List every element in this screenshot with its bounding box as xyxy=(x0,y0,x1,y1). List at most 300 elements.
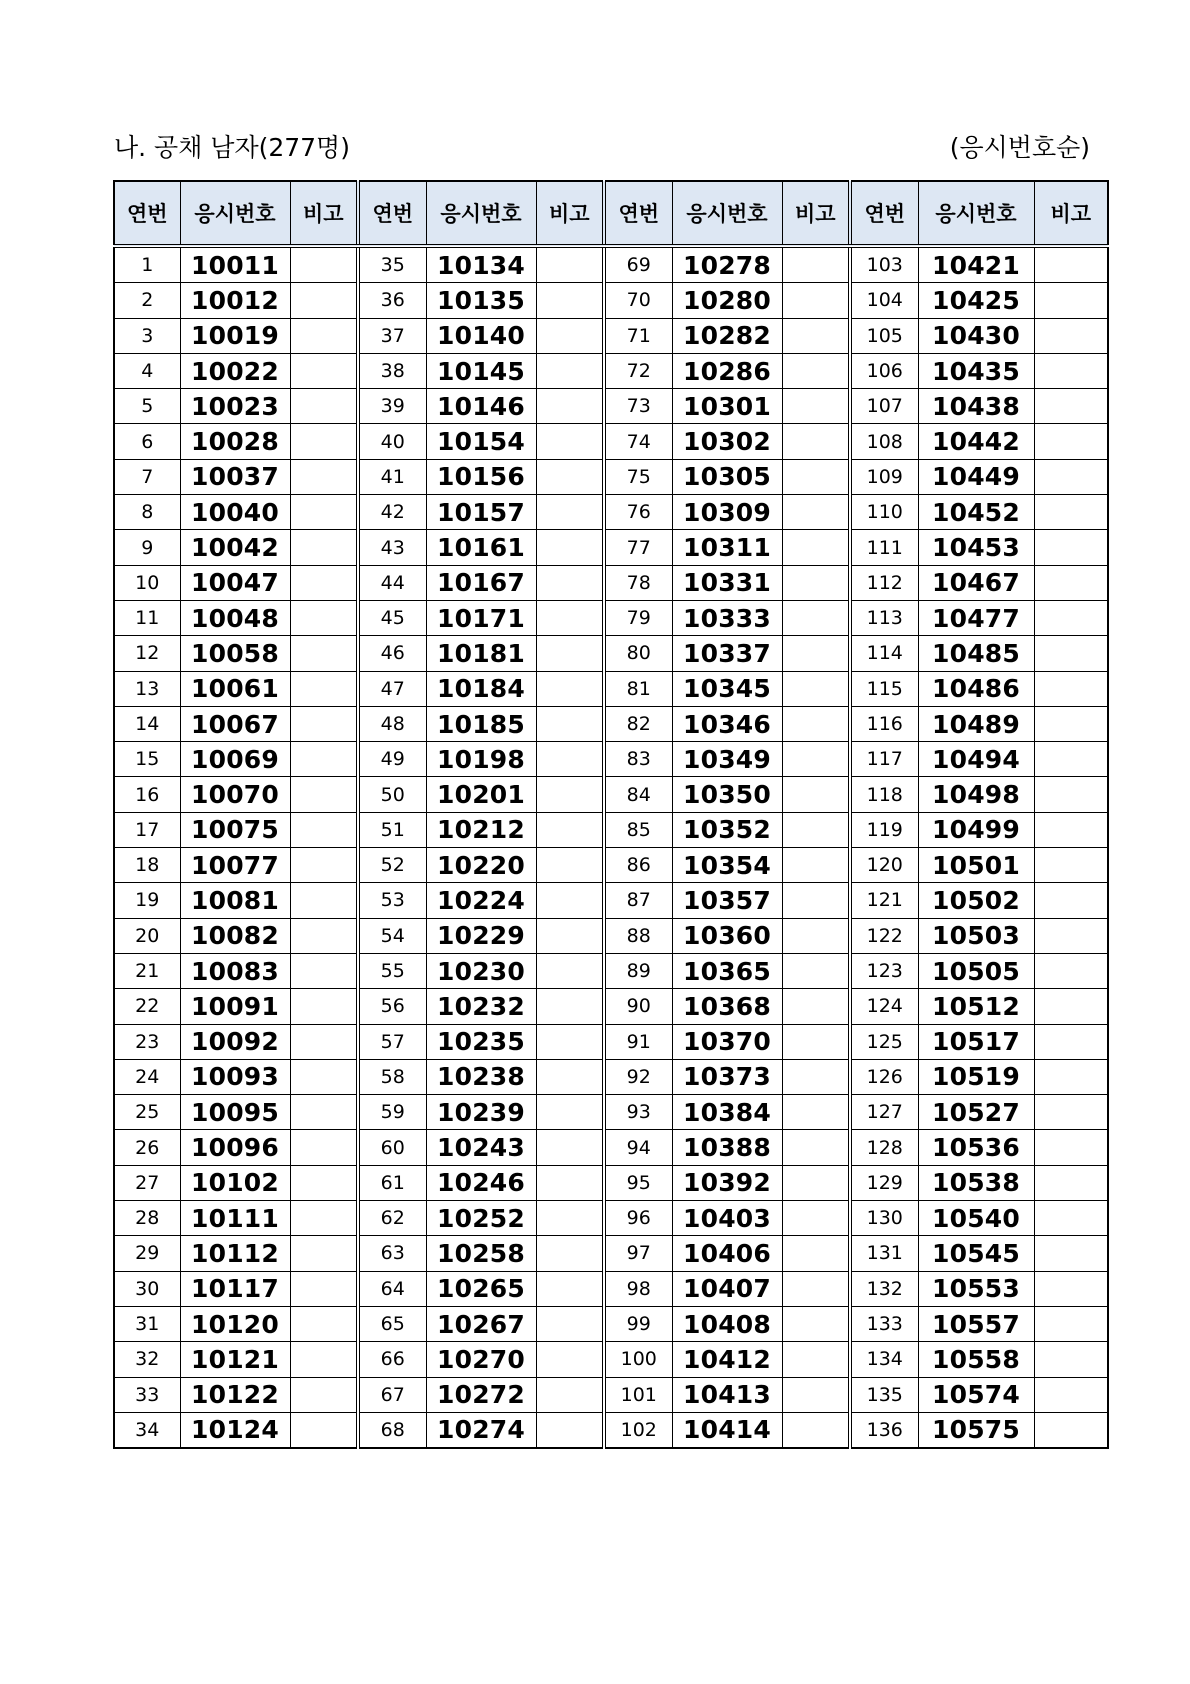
exam-number-cell: 10022 xyxy=(180,353,290,388)
seq-cell: 76 xyxy=(604,495,672,530)
seq-cell: 96 xyxy=(604,1201,672,1236)
exam-number-cell: 10477 xyxy=(918,600,1034,635)
remark-cell xyxy=(290,636,358,671)
exam-number-cell: 10365 xyxy=(672,953,782,988)
exam-number-cell: 10011 xyxy=(180,246,290,283)
table-row xyxy=(114,812,1108,847)
exam-number-cell: 10121 xyxy=(180,1342,290,1377)
remark-cell xyxy=(782,1201,850,1236)
remark-cell xyxy=(290,1271,358,1306)
exam-number-cell: 10167 xyxy=(426,565,536,600)
seq-cell: 110 xyxy=(850,495,918,530)
remark-cell xyxy=(782,742,850,777)
remark-cell xyxy=(782,389,850,424)
remark-cell xyxy=(290,1342,358,1377)
exam-number-cell: 10075 xyxy=(180,812,290,847)
remark-header: 비고 xyxy=(1034,181,1108,246)
table-row xyxy=(114,918,1108,953)
exam-number-cell: 10042 xyxy=(180,530,290,565)
seq-cell: 123 xyxy=(850,953,918,988)
exam-number-cell: 10082 xyxy=(180,918,290,953)
seq-cell: 87 xyxy=(604,883,672,918)
table-row xyxy=(114,246,1108,283)
remark-header: 비고 xyxy=(290,181,358,246)
exam-number-cell: 10012 xyxy=(180,283,290,318)
exam-number-cell: 10140 xyxy=(426,318,536,353)
table-row xyxy=(114,989,1108,1024)
exam-number-cell: 10058 xyxy=(180,636,290,671)
seq-cell: 64 xyxy=(358,1271,426,1306)
exam-number-cell: 10081 xyxy=(180,883,290,918)
exam-number-cell: 10111 xyxy=(180,1201,290,1236)
exam-number-cell: 10352 xyxy=(672,812,782,847)
seq-cell: 136 xyxy=(850,1412,918,1448)
exam-number-cell: 10274 xyxy=(426,1412,536,1448)
exam-number-cell: 10425 xyxy=(918,283,1034,318)
remark-cell xyxy=(290,1165,358,1200)
table-row xyxy=(114,1412,1108,1448)
exam-number-cell: 10112 xyxy=(180,1236,290,1271)
exam-number-cell: 10145 xyxy=(426,353,536,388)
seq-header: 연번 xyxy=(358,181,426,246)
remark-cell xyxy=(1034,283,1108,318)
seq-cell: 31 xyxy=(114,1306,180,1341)
remark-cell xyxy=(536,671,604,706)
seq-cell: 14 xyxy=(114,706,180,741)
seq-cell: 118 xyxy=(850,777,918,812)
seq-cell: 132 xyxy=(850,1271,918,1306)
seq-cell: 32 xyxy=(114,1342,180,1377)
remark-cell xyxy=(290,1412,358,1448)
exam-number-cell: 10333 xyxy=(672,600,782,635)
exam-number-cell: 10201 xyxy=(426,777,536,812)
exam-number-cell: 10346 xyxy=(672,706,782,741)
remark-cell xyxy=(536,1024,604,1059)
remark-cell xyxy=(1034,1165,1108,1200)
exam-number-cell: 10091 xyxy=(180,989,290,1024)
seq-cell: 67 xyxy=(358,1377,426,1412)
exam-number-cell: 10083 xyxy=(180,953,290,988)
exam-number-cell: 10102 xyxy=(180,1165,290,1200)
exam-number-cell: 10553 xyxy=(918,1271,1034,1306)
seq-cell: 79 xyxy=(604,600,672,635)
exam-number-cell: 10486 xyxy=(918,671,1034,706)
remark-cell xyxy=(290,1130,358,1165)
exam-number-cell: 10311 xyxy=(672,530,782,565)
remark-cell xyxy=(782,953,850,988)
remark-cell xyxy=(536,848,604,883)
remark-cell xyxy=(1034,742,1108,777)
exam-number-header: 응시번호 xyxy=(918,181,1034,246)
exam-number-cell: 10392 xyxy=(672,1165,782,1200)
seq-cell: 107 xyxy=(850,389,918,424)
remark-cell xyxy=(1034,953,1108,988)
exam-number-cell: 10181 xyxy=(426,636,536,671)
remark-cell xyxy=(536,1236,604,1271)
seq-cell: 105 xyxy=(850,318,918,353)
remark-cell xyxy=(536,777,604,812)
seq-cell: 101 xyxy=(604,1377,672,1412)
seq-cell: 33 xyxy=(114,1377,180,1412)
exam-number-table xyxy=(113,180,1109,1449)
table-row xyxy=(114,777,1108,812)
remark-cell xyxy=(536,1130,604,1165)
exam-number-cell: 10156 xyxy=(426,459,536,494)
remark-cell xyxy=(1034,1412,1108,1448)
seq-cell: 39 xyxy=(358,389,426,424)
remark-header: 비고 xyxy=(782,181,850,246)
table-row xyxy=(114,565,1108,600)
seq-cell: 92 xyxy=(604,1059,672,1094)
remark-cell xyxy=(782,318,850,353)
seq-cell: 98 xyxy=(604,1271,672,1306)
seq-cell: 38 xyxy=(358,353,426,388)
remark-cell xyxy=(290,353,358,388)
remark-cell xyxy=(782,671,850,706)
remark-cell xyxy=(782,565,850,600)
seq-header: 연번 xyxy=(114,181,180,246)
seq-cell: 85 xyxy=(604,812,672,847)
exam-number-cell: 10536 xyxy=(918,1130,1034,1165)
table-body xyxy=(114,246,1108,1448)
seq-cell: 114 xyxy=(850,636,918,671)
remark-cell xyxy=(290,565,358,600)
exam-number-cell: 10258 xyxy=(426,1236,536,1271)
exam-number-cell: 10384 xyxy=(672,1095,782,1130)
table-row xyxy=(114,1059,1108,1094)
exam-number-cell: 10407 xyxy=(672,1271,782,1306)
seq-cell: 65 xyxy=(358,1306,426,1341)
exam-number-cell: 10224 xyxy=(426,883,536,918)
remark-cell xyxy=(782,1342,850,1377)
seq-cell: 126 xyxy=(850,1059,918,1094)
seq-cell: 3 xyxy=(114,318,180,353)
sort-order-note: (응시번호순) xyxy=(949,133,1090,162)
exam-number-cell: 10545 xyxy=(918,1236,1034,1271)
seq-cell: 99 xyxy=(604,1306,672,1341)
exam-number-cell: 10453 xyxy=(918,530,1034,565)
remark-cell xyxy=(1034,918,1108,953)
exam-number-cell: 10309 xyxy=(672,495,782,530)
exam-number-cell: 10502 xyxy=(918,883,1034,918)
seq-cell: 130 xyxy=(850,1201,918,1236)
seq-cell: 69 xyxy=(604,246,672,283)
section-title: 나. 공채 남자(277명) xyxy=(114,133,350,162)
remark-cell xyxy=(1034,812,1108,847)
remark-cell xyxy=(1034,1059,1108,1094)
seq-cell: 75 xyxy=(604,459,672,494)
seq-cell: 84 xyxy=(604,777,672,812)
exam-number-cell: 10023 xyxy=(180,389,290,424)
exam-number-cell: 10345 xyxy=(672,671,782,706)
table-row xyxy=(114,530,1108,565)
table-row xyxy=(114,1306,1108,1341)
exam-number-cell: 10449 xyxy=(918,459,1034,494)
remark-cell xyxy=(1034,1342,1108,1377)
remark-cell xyxy=(536,1342,604,1377)
remark-header: 비고 xyxy=(536,181,604,246)
seq-cell: 88 xyxy=(604,918,672,953)
table-row xyxy=(114,1024,1108,1059)
exam-number-cell: 10135 xyxy=(426,283,536,318)
seq-cell: 49 xyxy=(358,742,426,777)
remark-cell xyxy=(290,424,358,459)
remark-cell xyxy=(782,283,850,318)
exam-number-cell: 10574 xyxy=(918,1377,1034,1412)
exam-number-cell: 10360 xyxy=(672,918,782,953)
exam-number-header: 응시번호 xyxy=(672,181,782,246)
remark-cell xyxy=(1034,848,1108,883)
seq-cell: 56 xyxy=(358,989,426,1024)
exam-number-cell: 10252 xyxy=(426,1201,536,1236)
seq-cell: 80 xyxy=(604,636,672,671)
exam-number-cell: 10494 xyxy=(918,742,1034,777)
exam-number-header: 응시번호 xyxy=(426,181,536,246)
seq-cell: 66 xyxy=(358,1342,426,1377)
exam-number-cell: 10040 xyxy=(180,495,290,530)
exam-number-cell: 10124 xyxy=(180,1412,290,1448)
remark-cell xyxy=(782,1130,850,1165)
exam-number-cell: 10272 xyxy=(426,1377,536,1412)
seq-cell: 18 xyxy=(114,848,180,883)
remark-cell xyxy=(1034,389,1108,424)
remark-cell xyxy=(782,1412,850,1448)
table-row xyxy=(114,953,1108,988)
exam-number-cell: 10517 xyxy=(918,1024,1034,1059)
remark-cell xyxy=(290,459,358,494)
exam-number-cell: 10235 xyxy=(426,1024,536,1059)
seq-cell: 55 xyxy=(358,953,426,988)
remark-cell xyxy=(290,706,358,741)
exam-number-cell: 10280 xyxy=(672,283,782,318)
remark-cell xyxy=(536,636,604,671)
table-row xyxy=(114,389,1108,424)
remark-cell xyxy=(290,848,358,883)
seq-cell: 83 xyxy=(604,742,672,777)
remark-cell xyxy=(290,495,358,530)
exam-number-cell: 10093 xyxy=(180,1059,290,1094)
seq-cell: 70 xyxy=(604,283,672,318)
seq-cell: 82 xyxy=(604,706,672,741)
exam-number-cell: 10069 xyxy=(180,742,290,777)
remark-cell xyxy=(536,459,604,494)
exam-number-cell: 10467 xyxy=(918,565,1034,600)
remark-cell xyxy=(782,459,850,494)
remark-cell xyxy=(536,989,604,1024)
exam-number-cell: 10331 xyxy=(672,565,782,600)
exam-number-cell: 10452 xyxy=(918,495,1034,530)
exam-number-cell: 10499 xyxy=(918,812,1034,847)
exam-number-cell: 10349 xyxy=(672,742,782,777)
exam-number-cell: 10134 xyxy=(426,246,536,283)
seq-cell: 24 xyxy=(114,1059,180,1094)
exam-number-cell: 10061 xyxy=(180,671,290,706)
exam-number-cell: 10047 xyxy=(180,565,290,600)
table-row xyxy=(114,1165,1108,1200)
exam-number-cell: 10350 xyxy=(672,777,782,812)
remark-cell xyxy=(290,600,358,635)
remark-cell xyxy=(290,1377,358,1412)
exam-number-cell: 10157 xyxy=(426,495,536,530)
remark-cell xyxy=(1034,671,1108,706)
seq-cell: 74 xyxy=(604,424,672,459)
table-row xyxy=(114,600,1108,635)
remark-cell xyxy=(290,1201,358,1236)
seq-cell: 60 xyxy=(358,1130,426,1165)
seq-cell: 112 xyxy=(850,565,918,600)
seq-cell: 13 xyxy=(114,671,180,706)
exam-number-cell: 10519 xyxy=(918,1059,1034,1094)
remark-cell xyxy=(1034,246,1108,283)
exam-number-cell: 10305 xyxy=(672,459,782,494)
remark-cell xyxy=(782,812,850,847)
exam-number-cell: 10403 xyxy=(672,1201,782,1236)
seq-header: 연번 xyxy=(604,181,672,246)
seq-cell: 124 xyxy=(850,989,918,1024)
seq-cell: 29 xyxy=(114,1236,180,1271)
remark-cell xyxy=(1034,318,1108,353)
seq-cell: 4 xyxy=(114,353,180,388)
seq-cell: 57 xyxy=(358,1024,426,1059)
remark-cell xyxy=(290,671,358,706)
seq-cell: 52 xyxy=(358,848,426,883)
remark-cell xyxy=(536,283,604,318)
exam-number-header: 응시번호 xyxy=(180,181,290,246)
exam-number-cell: 10286 xyxy=(672,353,782,388)
remark-cell xyxy=(1034,530,1108,565)
remark-cell xyxy=(290,1306,358,1341)
exam-number-cell: 10538 xyxy=(918,1165,1034,1200)
seq-cell: 22 xyxy=(114,989,180,1024)
seq-cell: 15 xyxy=(114,742,180,777)
table-row xyxy=(114,1236,1108,1271)
exam-number-cell: 10435 xyxy=(918,353,1034,388)
seq-cell: 109 xyxy=(850,459,918,494)
remark-cell xyxy=(782,1306,850,1341)
seq-cell: 21 xyxy=(114,953,180,988)
exam-number-cell: 10246 xyxy=(426,1165,536,1200)
table-row xyxy=(114,742,1108,777)
exam-number-cell: 10037 xyxy=(180,459,290,494)
seq-cell: 7 xyxy=(114,459,180,494)
remark-cell xyxy=(1034,1306,1108,1341)
seq-cell: 16 xyxy=(114,777,180,812)
remark-cell xyxy=(290,1095,358,1130)
exam-number-cell: 10048 xyxy=(180,600,290,635)
exam-number-cell: 10028 xyxy=(180,424,290,459)
remark-cell xyxy=(782,1271,850,1306)
seq-cell: 91 xyxy=(604,1024,672,1059)
exam-number-cell: 10092 xyxy=(180,1024,290,1059)
table-row xyxy=(114,1095,1108,1130)
exam-number-cell: 10095 xyxy=(180,1095,290,1130)
exam-number-cell: 10370 xyxy=(672,1024,782,1059)
seq-cell: 30 xyxy=(114,1271,180,1306)
seq-cell: 5 xyxy=(114,389,180,424)
exam-number-cell: 10406 xyxy=(672,1236,782,1271)
remark-cell xyxy=(1034,353,1108,388)
table-row xyxy=(114,318,1108,353)
exam-number-cell: 10120 xyxy=(180,1306,290,1341)
seq-cell: 51 xyxy=(358,812,426,847)
remark-cell xyxy=(536,353,604,388)
exam-number-cell: 10302 xyxy=(672,424,782,459)
exam-number-cell: 10077 xyxy=(180,848,290,883)
exam-number-cell: 10282 xyxy=(672,318,782,353)
remark-cell xyxy=(1034,777,1108,812)
seq-cell: 8 xyxy=(114,495,180,530)
seq-cell: 71 xyxy=(604,318,672,353)
seq-cell: 28 xyxy=(114,1201,180,1236)
exam-number-cell: 10412 xyxy=(672,1342,782,1377)
remark-cell xyxy=(536,742,604,777)
seq-cell: 131 xyxy=(850,1236,918,1271)
seq-cell: 58 xyxy=(358,1059,426,1094)
exam-number-cell: 10270 xyxy=(426,1342,536,1377)
remark-cell xyxy=(782,777,850,812)
seq-cell: 117 xyxy=(850,742,918,777)
remark-cell xyxy=(536,883,604,918)
remark-cell xyxy=(290,283,358,318)
seq-cell: 41 xyxy=(358,459,426,494)
exam-number-cell: 10267 xyxy=(426,1306,536,1341)
exam-number-cell: 10122 xyxy=(180,1377,290,1412)
exam-number-cell: 10442 xyxy=(918,424,1034,459)
remark-cell xyxy=(290,953,358,988)
seq-cell: 63 xyxy=(358,1236,426,1271)
table-row xyxy=(114,424,1108,459)
remark-cell xyxy=(536,812,604,847)
table-row xyxy=(114,459,1108,494)
seq-cell: 97 xyxy=(604,1236,672,1271)
exam-number-cell: 10557 xyxy=(918,1306,1034,1341)
remark-cell xyxy=(290,883,358,918)
exam-number-cell: 10161 xyxy=(426,530,536,565)
remark-cell xyxy=(536,1412,604,1448)
seq-cell: 9 xyxy=(114,530,180,565)
remark-cell xyxy=(782,353,850,388)
remark-cell xyxy=(782,246,850,283)
remark-cell xyxy=(1034,636,1108,671)
table-row xyxy=(114,636,1108,671)
remark-cell xyxy=(536,1059,604,1094)
remark-cell xyxy=(782,848,850,883)
seq-cell: 47 xyxy=(358,671,426,706)
seq-cell: 134 xyxy=(850,1342,918,1377)
exam-number-cell: 10117 xyxy=(180,1271,290,1306)
remark-cell xyxy=(1034,1201,1108,1236)
remark-cell xyxy=(782,1165,850,1200)
seq-cell: 122 xyxy=(850,918,918,953)
seq-cell: 48 xyxy=(358,706,426,741)
exam-number-cell: 10512 xyxy=(918,989,1034,1024)
seq-cell: 36 xyxy=(358,283,426,318)
seq-cell: 27 xyxy=(114,1165,180,1200)
seq-cell: 106 xyxy=(850,353,918,388)
table-row xyxy=(114,1201,1108,1236)
exam-number-cell: 10198 xyxy=(426,742,536,777)
exam-number-cell: 10337 xyxy=(672,636,782,671)
seq-cell: 40 xyxy=(358,424,426,459)
remark-cell xyxy=(782,600,850,635)
remark-cell xyxy=(1034,1271,1108,1306)
exam-number-cell: 10154 xyxy=(426,424,536,459)
seq-cell: 68 xyxy=(358,1412,426,1448)
remark-cell xyxy=(536,389,604,424)
seq-cell: 61 xyxy=(358,1165,426,1200)
exam-number-cell: 10212 xyxy=(426,812,536,847)
table-row xyxy=(114,353,1108,388)
